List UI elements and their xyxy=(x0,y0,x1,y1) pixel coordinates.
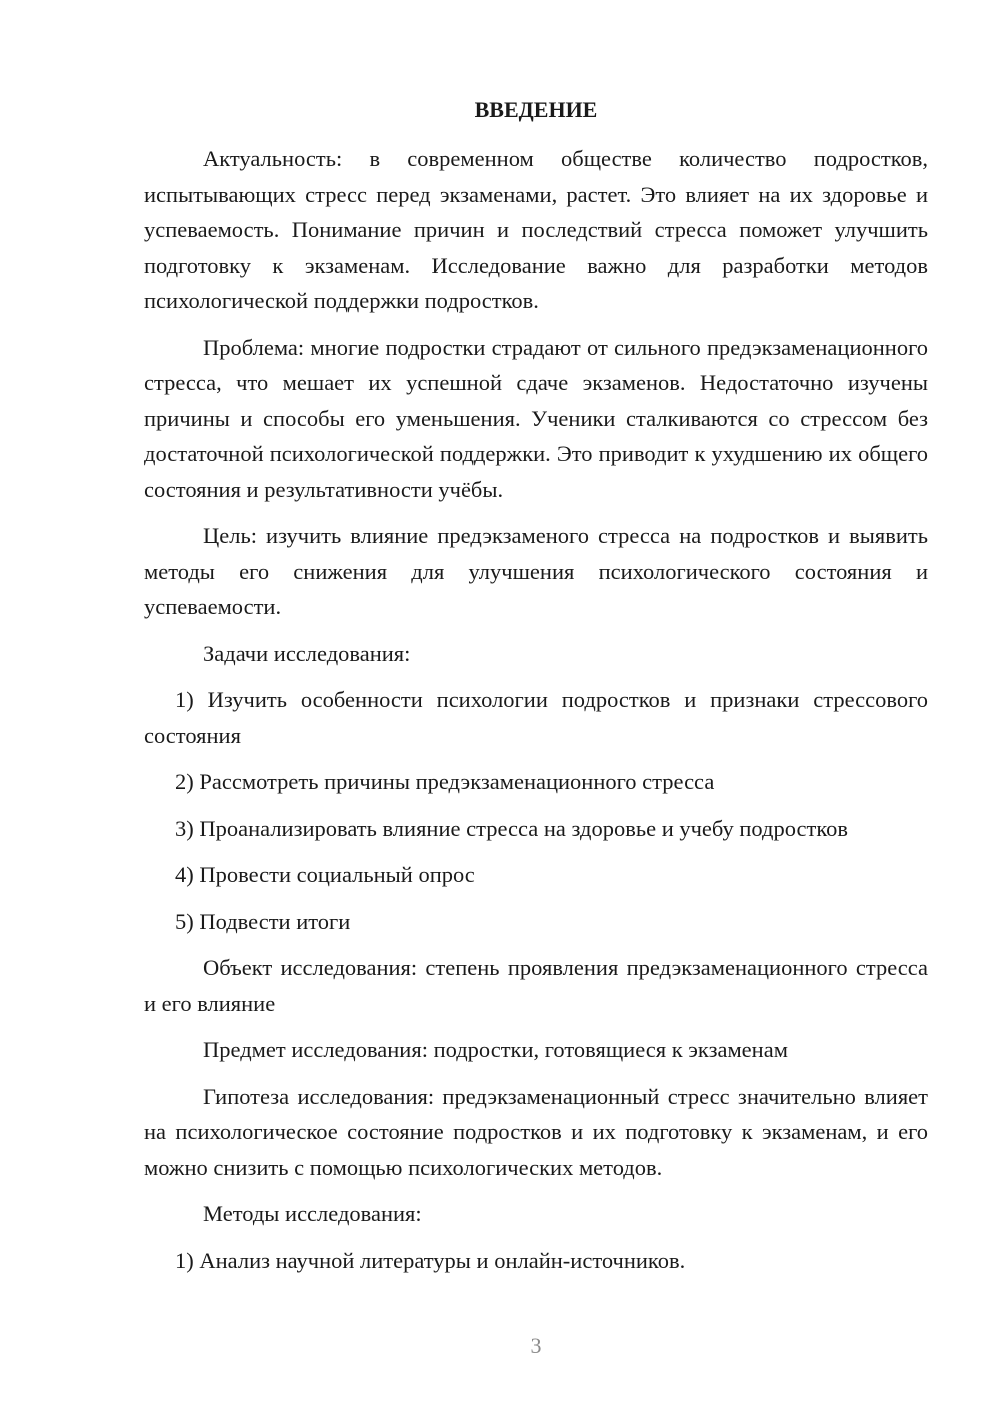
problem-paragraph: Проблема: многие подростки страдают от сильного предэкзаменационного стресса, что мешает их успешной сдаче экзаменов. Недостаточно изучены причины и способы его уменьшения. Ученики сталкиваются со стрессом без достаточной психологической поддержки. Это приводит к ухудшению их общего состояния и результативности учёбы. xyxy=(144,334,928,502)
document-body xyxy=(144,141,928,1289)
method-item-1: 1) Анализ научной литературы и онлайн-источников. xyxy=(175,1247,686,1273)
task-item-3: 3) Проанализировать влияние стресса на здоровье и учебу подростков xyxy=(175,815,849,841)
relevance-paragraph: Актуальность: в современном обществе количество подростков, испытывающих стресс перед экзаменами, растет. Это влияет на их здоровье и успеваемость. Понимание причин и последствий стресса поможет улучшить подготовку к экзаменам. Исследование важно для разработки методов психологической поддержки подростков. xyxy=(144,146,928,313)
tasks-heading: Задачи исследования: xyxy=(203,640,411,666)
goal-paragraph: Цель: изучить влияние предэкзаменого стресса на подростков и выявить методы его снижения для улучшения психологического состояния и успеваемости. xyxy=(144,523,928,619)
task-item-5: 5) Подвести итоги xyxy=(175,908,351,934)
task-item-1: 1) Изучить особенности психологии подростков и признаки стрессового состояния xyxy=(144,687,928,748)
page-title: ВВЕДЕНИЕ xyxy=(474,97,598,122)
methods-heading: Методы исследования: xyxy=(203,1201,422,1226)
page-number: 3 xyxy=(530,1333,542,1358)
task-item-4: 4) Провести социальный опрос xyxy=(175,862,475,887)
task-item-2: 2) Рассмотреть причины предэкзаменационного стресса xyxy=(175,769,715,794)
hypothesis-paragraph: Гипотеза исследования: предэкзаменационный стресс значительно влияет на психологическое состояние подростков и их подготовку к экзаменам, и его можно снизить с помощью психологических методов. xyxy=(144,1083,928,1180)
subject-paragraph: Предмет исследования: подростки, готовящиеся к экзаменам xyxy=(203,1037,788,1062)
object-paragraph: Объект исследования: степень проявления предэкзаменационного стресса и его влияние xyxy=(144,955,928,1016)
